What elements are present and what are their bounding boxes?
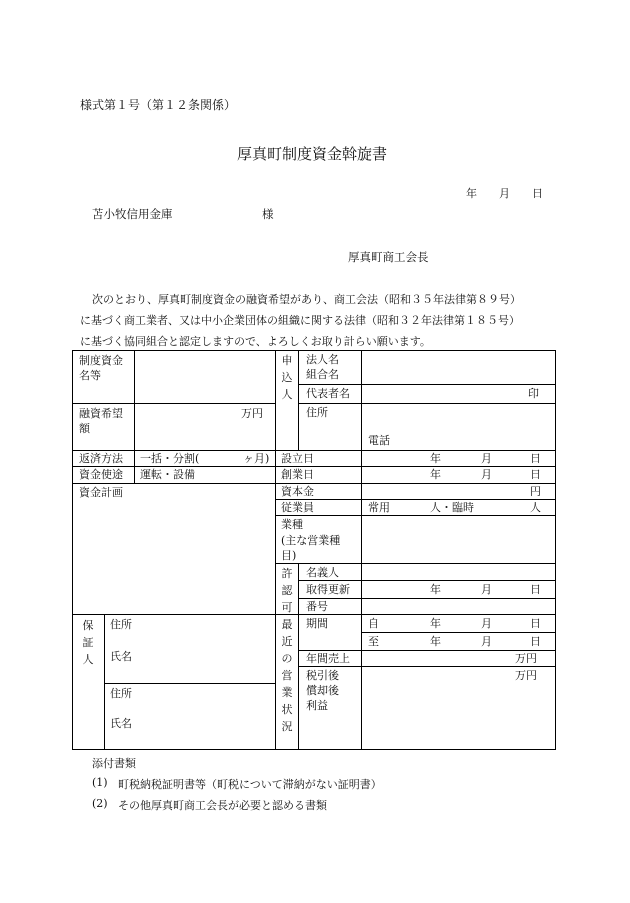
period-to-year: 年: [430, 635, 441, 648]
date-line: 年 月 日: [466, 187, 543, 200]
founded-year: 年: [430, 468, 441, 481]
form-number: 様式第１号（第１２条関係）: [80, 98, 237, 112]
founded-month: 月: [481, 468, 492, 481]
loan-amount-label: 融資希望 額: [79, 407, 123, 435]
period-from-year: 年: [430, 617, 441, 630]
period-to-month: 月: [481, 635, 492, 648]
usage-value: 運転・設備: [140, 468, 195, 481]
attachment-item-1-number: (1): [92, 776, 108, 789]
attachment-item-2-number: (2): [92, 797, 108, 810]
document-title: 厚真町制度資金斡旋書: [237, 145, 388, 163]
repay-method-label: 返済方法: [79, 452, 123, 465]
permit-label: 許認可: [281, 567, 293, 614]
permit-holder-label: 名義人: [306, 566, 339, 579]
permit-renewal-label: 取得更新: [306, 583, 350, 596]
recent-business-label: 最近の営業状況: [281, 618, 293, 733]
attachment-item-1-text: 町税納税証明書等（町税について滞納がない証明書）: [118, 778, 382, 791]
applicant-label: 申込人: [281, 354, 293, 401]
period-label: 期間: [306, 617, 328, 630]
phone-label: 電話: [368, 434, 390, 447]
loan-amount-unit: 万円: [241, 407, 263, 420]
corp-name-label: 法人名 組合名: [306, 353, 339, 381]
attachments-heading: 添付書類: [92, 757, 136, 770]
period-to-label: 至: [368, 635, 379, 648]
addressee: 苫小牧信用金庫: [92, 207, 173, 221]
capital-label: 資本金: [281, 485, 314, 498]
guarantor-2-address-label: 住所: [110, 687, 132, 700]
net-profit-unit: 万円: [515, 669, 537, 682]
repay-months: ヶ月): [243, 452, 270, 465]
intro-line-3: に基づく協同組合と認定しますので、よろしくお取り計らい願います。: [80, 335, 431, 348]
usage-label: 資金使途: [79, 468, 123, 481]
fund-plan-label: 資金計画: [79, 486, 123, 499]
permit-number-label: 番号: [306, 600, 328, 613]
established-month: 月: [481, 452, 492, 465]
guarantor-1-address-label: 住所: [110, 618, 132, 631]
period-from-month: 月: [481, 617, 492, 630]
period-from-day: 日: [530, 617, 541, 630]
employees-temp: 人・臨時: [430, 501, 474, 514]
founded-day: 日: [530, 468, 541, 481]
guarantor-label: 保証人: [82, 619, 94, 666]
employees-label: 従業員: [281, 501, 314, 514]
founded-label: 創業日: [281, 468, 314, 481]
business-type-label: 業種 (主な営業種 目): [281, 518, 341, 562]
established-year: 年: [430, 452, 441, 465]
representative-label: 代表者名: [306, 387, 350, 400]
capital-unit: 円: [530, 485, 541, 498]
sender: 厚真町商工会長: [348, 250, 429, 264]
annual-sales-unit: 万円: [515, 652, 537, 665]
employees-regular: 常用: [368, 501, 390, 514]
address-label: 住所: [306, 406, 328, 419]
guarantor-2-name-label: 氏名: [110, 717, 132, 730]
guarantor-1-name-label: 氏名: [110, 650, 132, 663]
net-profit-label: 税引後 償却後 利益: [306, 669, 339, 712]
period-to-day: 日: [530, 635, 541, 648]
intro-line-2: に基づく商工業者、又は中小企業団体の組織に関する法律（昭和３２年法律第１８５号）: [80, 314, 520, 327]
permit-renewal-day: 日: [530, 583, 541, 596]
attachment-item-2-text: その他厚真町商工会長が必要と認める書類: [118, 799, 327, 812]
repay-method-value: 一括・分割(: [140, 452, 200, 465]
annual-sales-label: 年間売上: [306, 652, 350, 665]
established-label: 設立日: [281, 452, 314, 465]
fund-name-label: 制度資金 名等: [79, 354, 123, 382]
permit-renewal-year: 年: [430, 583, 441, 596]
established-day: 日: [530, 452, 541, 465]
employees-unit: 人: [530, 501, 541, 514]
permit-renewal-month: 月: [481, 583, 492, 596]
honorific: 様: [262, 207, 274, 221]
seal-mark: 印: [528, 387, 539, 400]
intro-line-1: 次のとおり、厚真町制度資金の融資希望があり、商工会法（昭和３５年法律第８９号）: [92, 293, 521, 306]
period-from-label: 自: [368, 617, 379, 630]
